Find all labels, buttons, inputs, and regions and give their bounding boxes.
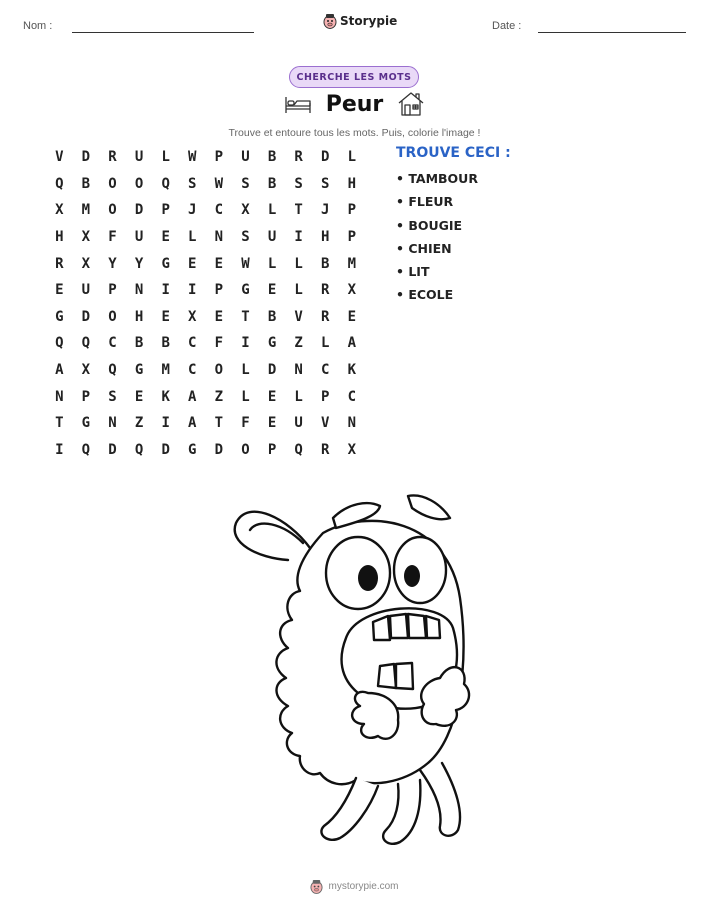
grid-letter: N bbox=[294, 362, 303, 379]
grid-letter: H bbox=[321, 229, 330, 246]
grid-letter: W bbox=[241, 255, 250, 272]
grid-letter: O bbox=[134, 175, 144, 192]
grid-letter: G bbox=[267, 335, 277, 352]
grid-letter: M bbox=[347, 255, 357, 272]
grid-letter: X bbox=[347, 441, 357, 458]
grid-letter: D bbox=[134, 202, 144, 219]
grid-letter: A bbox=[188, 415, 197, 432]
grid-letter: G bbox=[241, 282, 250, 299]
grid-letter: L bbox=[321, 335, 330, 352]
grid-letter: O bbox=[241, 441, 250, 458]
scared-monster-illustration bbox=[228, 488, 478, 848]
grid-letter: I bbox=[161, 415, 170, 432]
grid-letter: O bbox=[108, 175, 117, 192]
grid-letter: P bbox=[81, 388, 91, 405]
grid-letter: B bbox=[81, 175, 91, 192]
grid-row bbox=[46, 197, 365, 224]
grid-letter: U bbox=[267, 229, 277, 246]
grid-letter: X bbox=[188, 308, 197, 325]
grid-letter: R bbox=[108, 149, 117, 166]
grid-letter: S bbox=[321, 175, 330, 192]
grid-letter: B bbox=[267, 149, 277, 166]
grid-letter: H bbox=[347, 175, 357, 192]
grid-letter: N bbox=[214, 229, 224, 246]
grid-letter: K bbox=[347, 362, 357, 379]
grid-letter: G bbox=[161, 255, 170, 272]
pig-mascot-icon bbox=[323, 13, 337, 29]
grid-letter: H bbox=[55, 229, 64, 246]
grid-letter: N bbox=[134, 282, 144, 299]
grid-letter: D bbox=[81, 308, 91, 325]
word-item: • LIT bbox=[396, 264, 478, 287]
grid-letter: I bbox=[55, 441, 64, 458]
grid-row bbox=[46, 383, 365, 410]
grid-letter: J bbox=[321, 202, 330, 219]
grid-letter: X bbox=[81, 255, 91, 272]
grid-letter: U bbox=[134, 229, 144, 246]
grid-letter: X bbox=[55, 202, 64, 219]
grid-letter: C bbox=[347, 388, 357, 405]
grid-letter: R bbox=[294, 149, 303, 166]
grid-letter: V bbox=[55, 149, 64, 166]
grid-letter: X bbox=[81, 229, 91, 246]
grid-letter: S bbox=[108, 388, 117, 405]
grid-letter: L bbox=[241, 362, 250, 379]
grid-letter: E bbox=[134, 388, 144, 405]
brand-logo bbox=[323, 13, 397, 29]
pig-mascot-icon bbox=[310, 879, 323, 894]
grid-letter: M bbox=[81, 202, 91, 219]
grid-letter: U bbox=[294, 415, 303, 432]
grid-letter: I bbox=[241, 335, 250, 352]
grid-letter: Z bbox=[214, 388, 224, 405]
grid-row bbox=[46, 144, 365, 171]
grid-letter: S bbox=[188, 175, 197, 192]
grid-letter: E bbox=[55, 282, 64, 299]
date-label: Date : bbox=[492, 20, 522, 32]
grid-letter: R bbox=[55, 255, 64, 272]
grid-row bbox=[46, 277, 365, 304]
grid-letter: V bbox=[321, 415, 330, 432]
footer-url: mystorypie.com bbox=[328, 881, 399, 892]
grid-row bbox=[46, 171, 365, 198]
grid-letter: Q bbox=[134, 441, 144, 458]
grid-letter: N bbox=[55, 388, 64, 405]
grid-letter: L bbox=[294, 388, 303, 405]
grid-letter: B bbox=[134, 335, 144, 352]
grid-letter: Q bbox=[81, 441, 91, 458]
grid-letter: N bbox=[108, 415, 117, 432]
grid-letter: P bbox=[214, 282, 224, 299]
grid-letter: V bbox=[294, 308, 303, 325]
grid-letter: A bbox=[347, 335, 357, 352]
grid-letter: D bbox=[214, 441, 224, 458]
grid-letter: N bbox=[347, 415, 357, 432]
grid-letter: B bbox=[267, 308, 277, 325]
grid-letter: F bbox=[108, 229, 117, 246]
grid-letter: S bbox=[294, 175, 303, 192]
page-title: Peur bbox=[325, 91, 384, 117]
grid-letter: O bbox=[108, 202, 117, 219]
word-list-title: TROUVE CECI : bbox=[396, 145, 511, 161]
grid-letter: F bbox=[214, 335, 224, 352]
grid-letter: T bbox=[55, 415, 64, 432]
grid-letter: C bbox=[108, 335, 117, 352]
grid-letter: X bbox=[241, 202, 250, 219]
grid-row bbox=[46, 330, 365, 357]
footer bbox=[0, 879, 709, 894]
grid-letter: R bbox=[321, 282, 330, 299]
grid-letter: Q bbox=[55, 335, 64, 352]
instructions: Trouve et entoure tous les mots. Puis, colorie l'image ! bbox=[228, 127, 481, 139]
grid-letter: U bbox=[134, 149, 144, 166]
grid-letter: L bbox=[161, 149, 170, 166]
grid-letter: E bbox=[214, 255, 224, 272]
grid-letter: Z bbox=[134, 415, 144, 432]
grid-letter: L bbox=[294, 255, 303, 272]
grid-letter: Y bbox=[108, 255, 117, 272]
name-label: Nom : bbox=[23, 20, 53, 32]
bed-icon bbox=[284, 93, 312, 115]
grid-letter: L bbox=[347, 149, 357, 166]
grid-letter: E bbox=[347, 308, 357, 325]
word-item: • BOUGIE bbox=[396, 218, 478, 241]
grid-letter: L bbox=[188, 229, 197, 246]
grid-letter: U bbox=[241, 149, 250, 166]
grid-letter: A bbox=[188, 388, 197, 405]
grid-letter: T bbox=[294, 202, 303, 219]
grid-letter: D bbox=[267, 362, 277, 379]
grid-letter: Q bbox=[108, 362, 117, 379]
grid-letter: D bbox=[321, 149, 330, 166]
grid-letter: Z bbox=[294, 335, 303, 352]
grid-letter: U bbox=[81, 282, 91, 299]
grid-letter: L bbox=[294, 282, 303, 299]
grid-letter: D bbox=[161, 441, 170, 458]
grid-letter: X bbox=[347, 282, 357, 299]
grid-letter: D bbox=[81, 149, 91, 166]
grid-letter: E bbox=[267, 415, 277, 432]
grid-letter: G bbox=[55, 308, 64, 325]
grid-letter: P bbox=[108, 282, 117, 299]
grid-letter: Q bbox=[161, 175, 170, 192]
word-list bbox=[396, 171, 478, 311]
grid-letter: Q bbox=[81, 335, 91, 352]
grid-letter: H bbox=[134, 308, 144, 325]
grid-letter: O bbox=[108, 308, 117, 325]
grid-letter: S bbox=[241, 175, 250, 192]
grid-letter: P bbox=[347, 229, 357, 246]
grid-letter: B bbox=[161, 335, 170, 352]
grid-letter: E bbox=[267, 388, 277, 405]
grid-letter: K bbox=[161, 388, 170, 405]
grid-letter: L bbox=[267, 202, 277, 219]
grid-letter: W bbox=[188, 149, 197, 166]
grid-row bbox=[46, 250, 365, 277]
grid-letter: I bbox=[294, 229, 303, 246]
grid-letter: J bbox=[188, 202, 197, 219]
word-item: • ECOLE bbox=[396, 287, 478, 310]
grid-letter: A bbox=[55, 362, 64, 379]
house-icon bbox=[397, 91, 425, 117]
activity-badge: CHERCHE LES MOTS bbox=[289, 66, 419, 88]
grid-row bbox=[46, 410, 365, 437]
grid-letter: P bbox=[161, 202, 170, 219]
grid-letter: B bbox=[321, 255, 330, 272]
grid-letter: E bbox=[161, 308, 170, 325]
word-item: • CHIEN bbox=[396, 241, 478, 264]
grid-letter: C bbox=[188, 362, 197, 379]
grid-letter: L bbox=[241, 388, 250, 405]
grid-letter: G bbox=[81, 415, 91, 432]
date-line bbox=[538, 32, 686, 33]
grid-row bbox=[46, 224, 365, 251]
grid-letter: R bbox=[321, 441, 330, 458]
grid-letter: G bbox=[188, 441, 197, 458]
grid-letter: X bbox=[81, 362, 91, 379]
word-item: • FLEUR bbox=[396, 194, 478, 217]
grid-letter: T bbox=[214, 415, 224, 432]
grid-letter: D bbox=[108, 441, 117, 458]
grid-letter: R bbox=[321, 308, 330, 325]
grid-letter: P bbox=[321, 388, 330, 405]
grid-row bbox=[46, 357, 365, 384]
grid-letter: O bbox=[214, 362, 224, 379]
grid-letter: E bbox=[161, 229, 170, 246]
grid-letter: P bbox=[347, 202, 357, 219]
grid-letter: E bbox=[214, 308, 224, 325]
grid-letter: G bbox=[134, 362, 144, 379]
grid-letter: P bbox=[214, 149, 224, 166]
grid-letter: C bbox=[214, 202, 224, 219]
grid-letter: Q bbox=[294, 441, 303, 458]
word-search-grid bbox=[46, 144, 365, 463]
grid-letter: F bbox=[241, 415, 250, 432]
grid-letter: E bbox=[267, 282, 277, 299]
grid-letter: C bbox=[188, 335, 197, 352]
grid-letter: S bbox=[241, 229, 250, 246]
grid-row bbox=[46, 304, 365, 331]
grid-letter: T bbox=[241, 308, 250, 325]
grid-row bbox=[46, 437, 365, 464]
grid-letter: I bbox=[188, 282, 197, 299]
name-line bbox=[72, 32, 254, 33]
grid-letter: C bbox=[321, 362, 330, 379]
brand-name: Storypie bbox=[340, 14, 398, 28]
grid-letter: B bbox=[267, 175, 277, 192]
grid-letter: M bbox=[161, 362, 170, 379]
grid-letter: I bbox=[161, 282, 170, 299]
grid-letter: W bbox=[214, 175, 224, 192]
grid-letter: P bbox=[267, 441, 277, 458]
word-item: • TAMBOUR bbox=[396, 171, 478, 194]
grid-letter: Y bbox=[134, 255, 144, 272]
grid-letter: Q bbox=[55, 175, 64, 192]
grid-letter: E bbox=[188, 255, 197, 272]
title-row bbox=[0, 91, 709, 117]
grid-letter: L bbox=[267, 255, 277, 272]
